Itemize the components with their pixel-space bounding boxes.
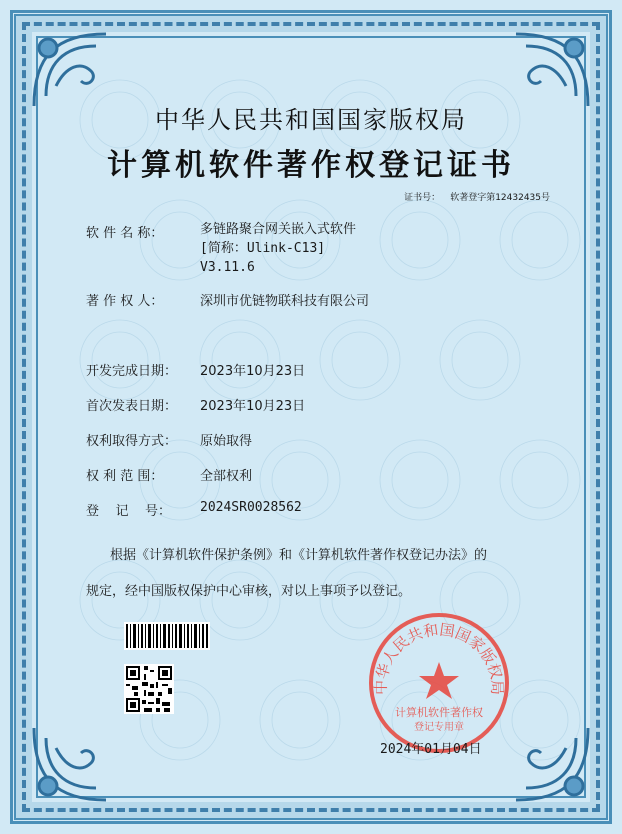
field-label: 权 利 范 围： (86, 469, 164, 484)
official-seal-icon (364, 608, 514, 758)
field-value (200, 220, 356, 277)
field-label: 权利取得方式： (86, 434, 178, 449)
software-short-name: [简称：Ulink-C13] (200, 241, 326, 256)
corner-ornament-icon (26, 718, 136, 808)
field-pub-date (86, 395, 306, 414)
issuing-authority: 中华人民共和国国家版权局 (155, 106, 467, 134)
software-version: V3.11.6 (200, 260, 255, 275)
acquire-value: 原始取得 (200, 434, 253, 449)
statement-line-2: 规定，经中国版权保护中心审核，对以上事项予以登记。 (86, 584, 412, 599)
seal-ring-text: 中华人民共和国国家版权局 (371, 620, 507, 696)
seal-inner-line-2: 登记专用章 (414, 722, 464, 733)
owner-value: 深圳市优链物联科技有限公司 (200, 294, 370, 309)
certificate-number-label: 证书号： (404, 193, 441, 203)
certificate-title: 计算机软件著作权登记证书 (107, 148, 515, 183)
barcode-icon (124, 622, 210, 650)
seal-inner-line-1: 计算机软件著作权 (395, 706, 483, 719)
pub-date-value: 2023年10月23日 (200, 399, 306, 414)
field-dev-date (86, 360, 306, 379)
reg-no-value: 2024SR0028562 (200, 500, 302, 515)
scope-value: 全部权利 (200, 469, 253, 484)
field-label: 著 作 权 人： (86, 294, 164, 309)
software-name: 多链路聚合网关嵌入式软件 (200, 222, 357, 237)
issue-date: 2024年01月04日 (380, 742, 482, 757)
statement-line-1: 根据《计算机软件保护条例》和《计算机软件著作权登记办法》的 (110, 548, 488, 563)
field-label: 开发完成日期： (86, 364, 178, 379)
qr-code-icon (124, 664, 174, 714)
dev-date-value: 2023年10月23日 (200, 364, 306, 379)
field-scope (86, 465, 253, 484)
field-acquire (86, 430, 253, 449)
field-label: 首次发表日期： (86, 399, 178, 414)
certificate-number-value: 软著登字第12432435号 (450, 193, 550, 203)
certificate-number (404, 190, 550, 203)
field-label: 登 记 号： (86, 504, 172, 519)
field-reg-no (86, 500, 302, 519)
field-software-name (86, 222, 357, 275)
field-label: 软 件 名 称： (86, 226, 164, 241)
field-owner (86, 290, 370, 309)
